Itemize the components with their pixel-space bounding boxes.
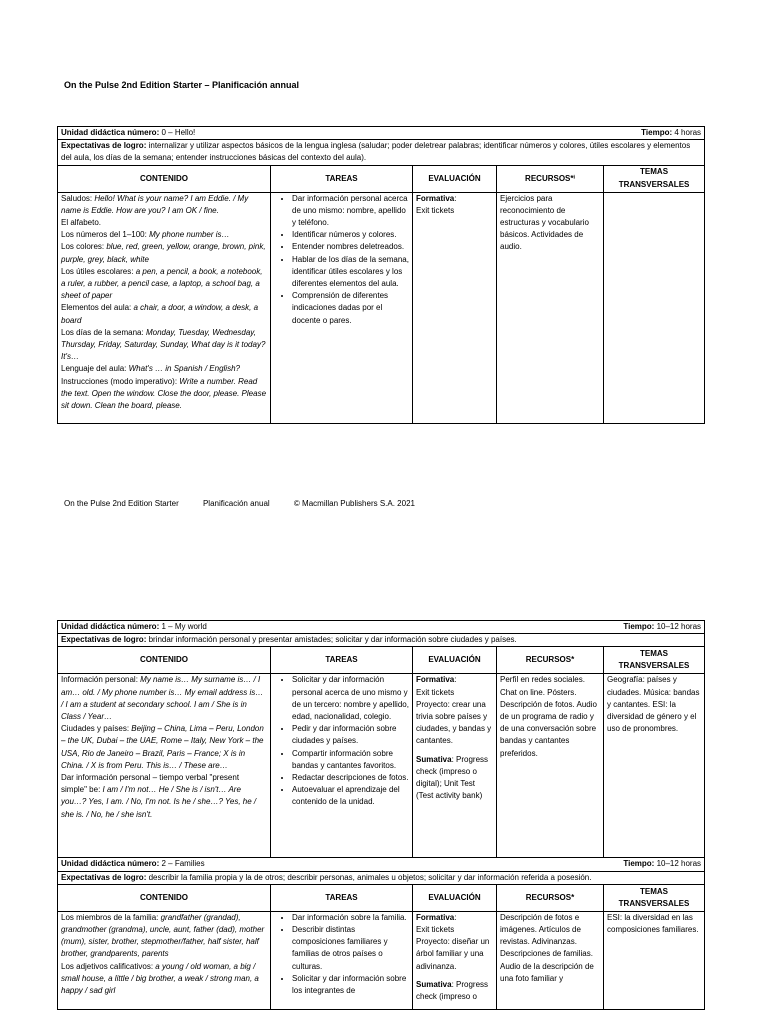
list-item: • Redactar descripciones de fotos. xyxy=(292,772,409,784)
list-item: • Compartir información sobre bandas y cantantes favoritos. xyxy=(292,748,409,772)
unit-0-evaluacion: Formativa: Exit tickets xyxy=(413,192,497,423)
list-item: • Identificar números y colores. xyxy=(292,229,409,241)
list-item: Elementos del aula: a chair, a door, a window, a desk, a board xyxy=(61,303,259,325)
footer-book: On the Pulse 2nd Edition Starter xyxy=(64,499,179,508)
header-tareas: TAREAS xyxy=(271,647,413,674)
list-item: Los números del 1–100: My phone number is… xyxy=(61,230,230,240)
header-recursos: RECURSOS* xyxy=(497,647,604,674)
unit-1-2-table xyxy=(57,620,705,1010)
unit-2-header-row: Tiempo: 10–12 horas Unidad didáctica número: 2 – Families xyxy=(58,858,705,871)
unit-1-contenido xyxy=(58,674,271,858)
header-tareas: TAREAS xyxy=(271,884,413,911)
unit-0-tareas xyxy=(271,192,413,423)
list-item: Ciudades y países: Beijing – China, Lima – Peru, London – the UK, Dubai – the UAE, Rome – Italy, New York – the USA, Rio de Janeiro – Brazil, Paris – France; X is in China. / X is from Peru. This is… / These are… xyxy=(61,724,264,770)
list-item: Los adjetivos calificativos: a young / old woman, a big / small house, a little / big brother, a weak / strong man, a happy / sad girl xyxy=(61,961,259,996)
header-evaluacion: EVALUACIÓN xyxy=(413,647,497,674)
header-contenido: CONTENIDO xyxy=(58,165,271,192)
list-item: Información personal: My name is… My surname is… / I am… old. / My phone number is… My email address is… / I am a student at secondary school. I am / She is in Class / Year… xyxy=(61,675,264,722)
unit-1-expectations: Expectativas de logro: brindar información personal y presentar amistades; solicitar y dar información sobre ciudades y países. xyxy=(58,634,705,647)
list-item: Los miembros de la familia: grandfather (grandad), grandmother (grandma), uncle, aunt, father (dad), mother (mum), sister, brother, stepmother/father, half sister, half brother, grandparents, parents xyxy=(61,912,265,959)
header-recursos: RECURSOS* xyxy=(497,884,604,911)
footer-copyright: © Macmillan Publishers S.A. 2021 xyxy=(293,499,415,508)
list-item: • Pedir y dar información sobre ciudades y países. xyxy=(292,723,409,747)
list-item: • Comprensión de diferentes indicaciones dadas por el docente o pares. xyxy=(292,290,409,327)
list-item: • Dar información personal acerca de uno mismo: nombre, apellido y teléfono. xyxy=(292,193,409,230)
unit-0-number: 0 – Hello! xyxy=(161,128,196,137)
unit-2-contenido xyxy=(58,911,271,1009)
unit-2-recursos: Descripción de fotos e imágenes. Artículos de revistas. Adivinanzas. Descripciones de familias. Audio de la descripción de una foto familiar y xyxy=(497,911,604,1009)
unit-2-expectations: Expectativas de logro: describir la familia propia y la de otros; describir personas, animales u objetos; solicitar y dar información referida a posesión. xyxy=(58,871,705,884)
unit-0-temas xyxy=(604,192,705,423)
list-item: • Describir distintas composiciones familiares y familias de otros países o culturas. xyxy=(292,924,409,973)
document-title: On the Pulse 2nd Edition Starter – Planificación annual xyxy=(64,80,300,90)
list-item: • Entender nombres deletreados. xyxy=(292,241,409,253)
header-tareas: TAREAS xyxy=(271,165,413,192)
unit-0-header-row: Tiempo: 4 horas Unidad didáctica número: 0 – Hello! xyxy=(58,127,705,140)
list-item: Instrucciones (modo imperativo): Write a number. Read the text. Open the window. Close the door, please. Please sit down. Clean the board, please. xyxy=(61,376,267,411)
list-item: Saludos: Hello! What is your name? I am Eddie. / My name is Eddie. How are you? I am OK / fine. xyxy=(61,193,249,215)
header-contenido: CONTENIDO xyxy=(58,647,271,674)
list-item: Los colores: blue, red, green, yellow, orange, brown, pink, purple, grey, black, white xyxy=(61,242,266,264)
unit-1-number: 1 – My world xyxy=(161,622,207,631)
header-temas: TEMAS TRANSVERSALES xyxy=(604,647,705,674)
unit-1-tareas xyxy=(271,674,413,858)
unit-1-recursos: Perfil en redes sociales. Chat on line. Pósters. Descripción de fotos. Audio de un programa de radio y de una conversación sobre bandas y cantantes preferidos. xyxy=(497,674,604,858)
header-recursos: RECURSOS*ⁱ xyxy=(497,165,604,192)
list-item: • Hablar de los días de la semana, identificar útiles escolares y los diferentes elementos del aula. xyxy=(292,254,409,291)
header-evaluacion: EVALUACIÓN xyxy=(413,884,497,911)
unit-2-number: 2 – Families xyxy=(161,859,205,869)
list-item: Los útiles escolares: a pen, a pencil, a book, a notebook, a ruler, a rubber, a pencil case, a laptop, a school bag, a sheet of paper xyxy=(61,266,263,301)
unit-0-expectations: Expectativas de logro: internalizar y utilizar aspectos básicos de la lengua inglesa (saludar; poder deletrear palabras; identificar números y colores, útiles escolares y elementos del aula, los días de la semana; entender instrucciones básicas del contexto del aula). xyxy=(58,140,705,165)
list-item: Lenguaje del aula: What's … in Spanish / English? xyxy=(61,364,240,374)
unit-2-tareas xyxy=(271,911,413,1009)
unit-2-evaluacion: Formativa: Exit tickets Proyecto: diseñar un árbol familiar y una adivinanza. Sumativa: Progress check (impreso o xyxy=(413,911,497,1009)
unit-1-temas: Geografía: países y ciudades. Música: bandas y cantantes. ESI: la diversidad de género y el uso de pronombres. xyxy=(604,674,705,858)
header-temas: TEMAS TRANSVERSALES xyxy=(604,884,705,911)
list-item: • Autoevaluar el aprendizaje del contenido de la unidad. xyxy=(292,784,409,808)
unit-2-time: 10–12 horas xyxy=(656,859,702,869)
list-item: • Dar información sobre la familia. xyxy=(292,912,409,924)
list-item: Dar información personal – tiempo verbal "present simple" be: I am / I'm not… He / She is / isn't… Are you…? Yes, I am. / No, I'm not. Is he / she…? Yes, he / she is. / No, he / she isn't. xyxy=(61,773,257,819)
unit-1-evaluacion: Formativa: Exit tickets Proyecto: crear una trivia sobre países y ciudades, y bandas y cantantes. Sumativa: Progress check (impreso o digital); Unit Test (Test activity bank) xyxy=(413,674,497,858)
page-footer xyxy=(64,499,437,508)
unit-1-time: 10–12 horas xyxy=(656,622,702,631)
list-item: • Solicitar y dar información personal acerca de uno mismo y de un tercero: nombre y apellido, edad, nacionalidad, colegio. xyxy=(292,674,409,723)
unit-0-recursos: Ejercicios para reconocimiento de estructuras y vocabulario básicos. Actividades de audio. xyxy=(497,192,604,423)
list-item: El alfabeto. xyxy=(61,218,102,228)
header-evaluacion: EVALUACIÓN xyxy=(413,165,497,192)
unit-1-header-row: Tiempo: 10–12 horas Unidad didáctica número: 1 – My world xyxy=(58,621,705,634)
header-contenido: CONTENIDO xyxy=(58,884,271,911)
list-item: • Solicitar y dar información sobre los integrantes de xyxy=(292,973,409,997)
header-temas: TEMAS TRANSVERSALES xyxy=(604,165,705,192)
unit-2-temas: ESI: la diversidad en las composiciones familiares. xyxy=(604,911,705,1009)
list-item: Los días de la semana: Monday, Tuesday, Wednesday, Thursday, Friday, Saturday, Sunday, What day is it today? It's… xyxy=(61,327,266,362)
unit-0-time: 4 horas xyxy=(674,128,702,137)
unit-0-contenido xyxy=(58,192,271,423)
footer-section: Planificación anual xyxy=(202,499,270,508)
unit-0-table xyxy=(57,126,705,424)
